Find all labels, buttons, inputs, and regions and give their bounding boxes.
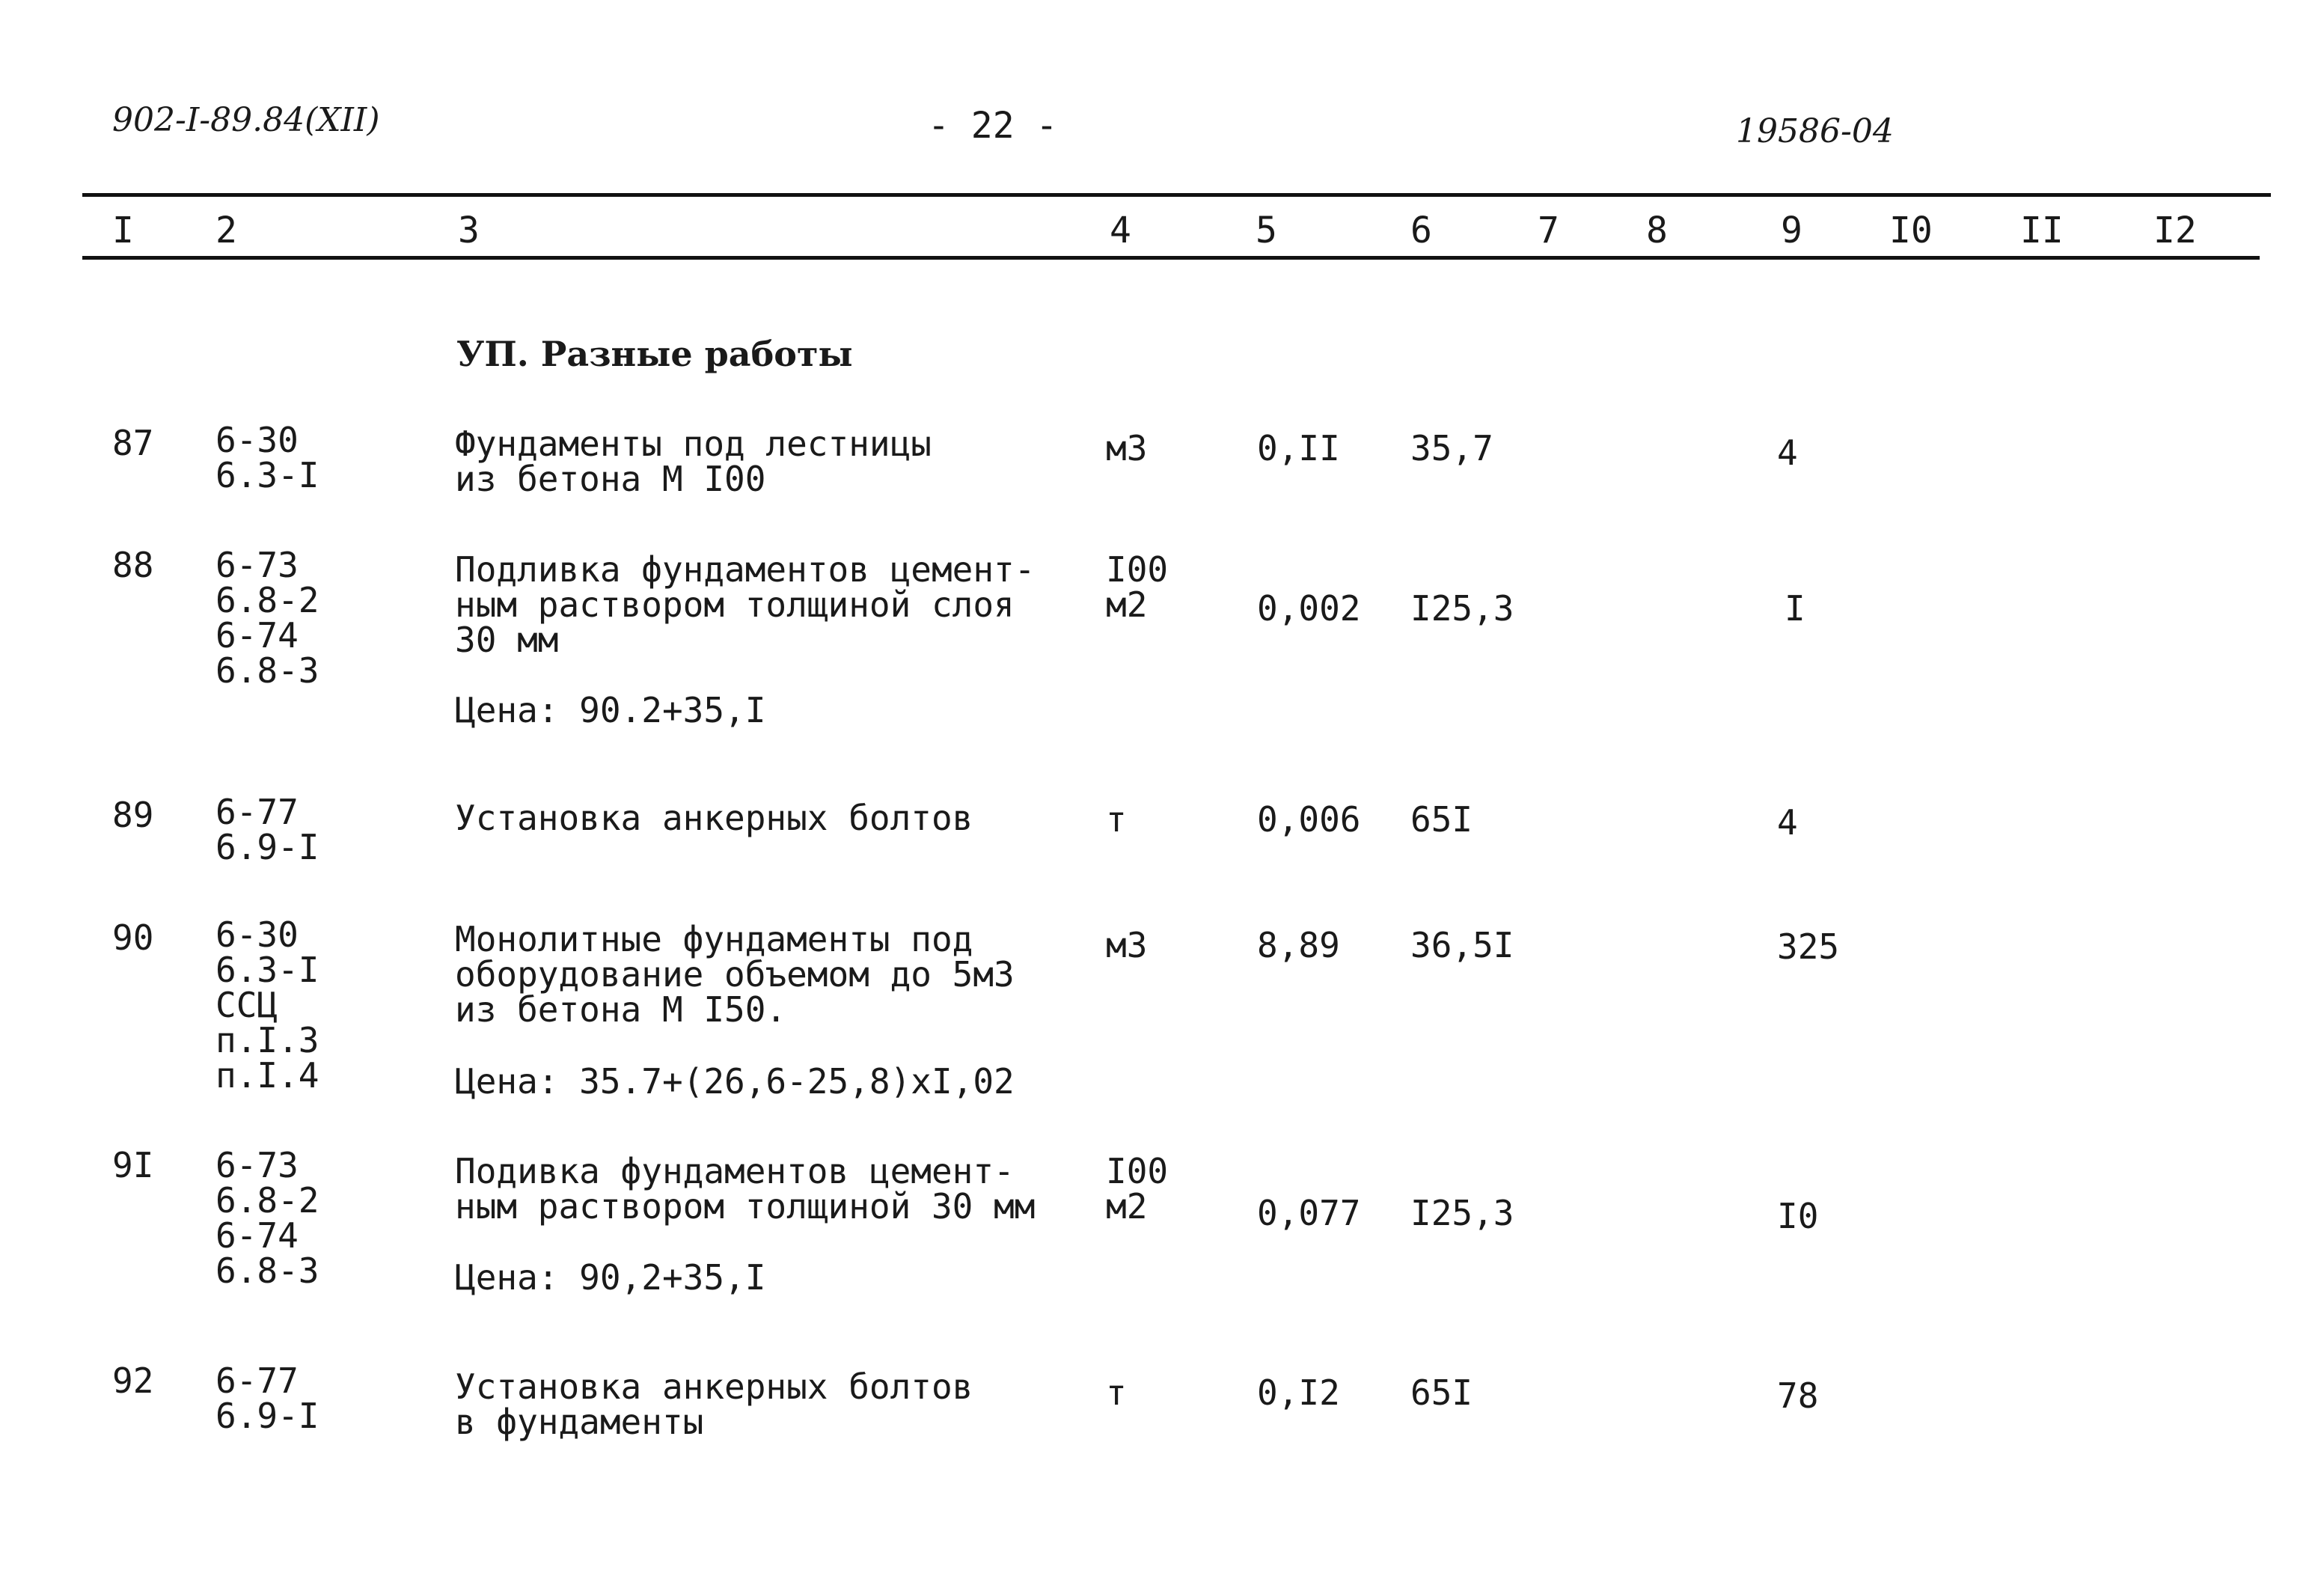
- row-total: 78: [1777, 1375, 1819, 1416]
- row-description: Монолитные фундаменты под оборудование объемом до 5м3 из бетона М I50.: [455, 919, 1015, 1030]
- row-unit: т: [1106, 1372, 1127, 1413]
- col-header-8: 8: [1646, 210, 1668, 251]
- col-header-6: 6: [1410, 210, 1432, 251]
- col-header-5: 5: [1256, 210, 1277, 251]
- header-rule-bottom: [82, 256, 2260, 260]
- col-header-2: 2: [215, 210, 237, 251]
- row-description: Установка анкерных болтов в фундаменты: [455, 1366, 973, 1442]
- row-price-note: Цена: 90.2+35,I: [455, 690, 766, 730]
- row-number: 88: [112, 545, 154, 585]
- row-codes: 6-77 6.9-I: [215, 792, 319, 867]
- row-total: I: [1785, 588, 1805, 629]
- row-total: 4: [1777, 802, 1798, 843]
- row-codes: 6-73 6.8-2 6-74 6.8-3: [215, 1145, 319, 1291]
- row-unit: I00 м2: [1106, 1151, 1169, 1227]
- row-codes: 6-73 6.8-2 6-74 6.8-3: [215, 545, 319, 691]
- row-codes: 6-77 6.9-I: [215, 1360, 319, 1436]
- row-unit: I00 м2: [1106, 549, 1169, 625]
- archive-number: 19586-04: [1736, 112, 1894, 150]
- row-unit-price: I25,3: [1410, 1193, 1514, 1233]
- section-title: УП. Разные работы: [456, 334, 853, 374]
- row-unit: т: [1106, 799, 1127, 840]
- row-quantity: 8,89: [1257, 925, 1340, 965]
- row-description: Установка анкерных болтов: [455, 798, 973, 838]
- row-description: Подивка фундаментов цемент- ным раствором толщиной 30 мм: [455, 1151, 1036, 1227]
- row-price-note: Цена: 90,2+35,I: [455, 1257, 766, 1298]
- row-quantity: 0,II: [1257, 428, 1340, 468]
- row-number: 87: [112, 423, 154, 463]
- row-number: 89: [112, 795, 154, 835]
- col-header-1: I: [112, 210, 134, 251]
- col-header-9: 9: [1781, 210, 1802, 251]
- row-total: 4: [1777, 433, 1798, 473]
- row-unit-price: 65I: [1410, 799, 1473, 840]
- document-code: [112, 101, 379, 139]
- row-unit-price: 65I: [1410, 1372, 1473, 1413]
- doc-code-note: (XII): [305, 101, 380, 139]
- header-rule-top: [82, 193, 2271, 197]
- row-codes: 6-30 6.3-I ССЦ п.I.3 п.I.4: [215, 914, 319, 1096]
- row-number: 90: [112, 917, 154, 958]
- col-header-7: 7: [1538, 210, 1559, 251]
- row-unit: м3: [1106, 428, 1148, 468]
- row-unit-price: I25,3: [1410, 588, 1514, 629]
- row-number: 9I: [112, 1145, 154, 1185]
- row-unit-price: 36,5I: [1410, 925, 1514, 965]
- row-total: 325: [1777, 926, 1840, 967]
- row-quantity: 0,I2: [1257, 1372, 1340, 1413]
- doc-code-text: 902-I-89.84: [112, 101, 305, 139]
- page-number: - 22 -: [928, 105, 1058, 147]
- row-price-note: Цена: 35.7+(26,6-25,8)xI,02: [455, 1061, 1015, 1102]
- row-quantity: 0,002: [1257, 588, 1361, 629]
- col-header-12: I2: [2153, 210, 2197, 251]
- row-unit: м3: [1106, 925, 1148, 965]
- row-number: 92: [112, 1360, 154, 1401]
- row-description: Фундаменты под лестницы из бетона М I00: [455, 424, 932, 499]
- col-header-11: II: [2020, 210, 2064, 251]
- row-unit-price: 35,7: [1410, 428, 1493, 468]
- row-description: Подливка фундаментов цемент- ным раствором толщиной слоя 30 мм: [455, 549, 1036, 660]
- row-codes: 6-30 6.3-I: [215, 420, 319, 495]
- row-total: I0: [1777, 1196, 1819, 1236]
- col-header-4: 4: [1110, 210, 1131, 251]
- row-quantity: 0,077: [1257, 1193, 1361, 1233]
- row-quantity: 0,006: [1257, 799, 1361, 840]
- col-header-3: 3: [458, 210, 480, 251]
- col-header-10: I0: [1889, 210, 1933, 251]
